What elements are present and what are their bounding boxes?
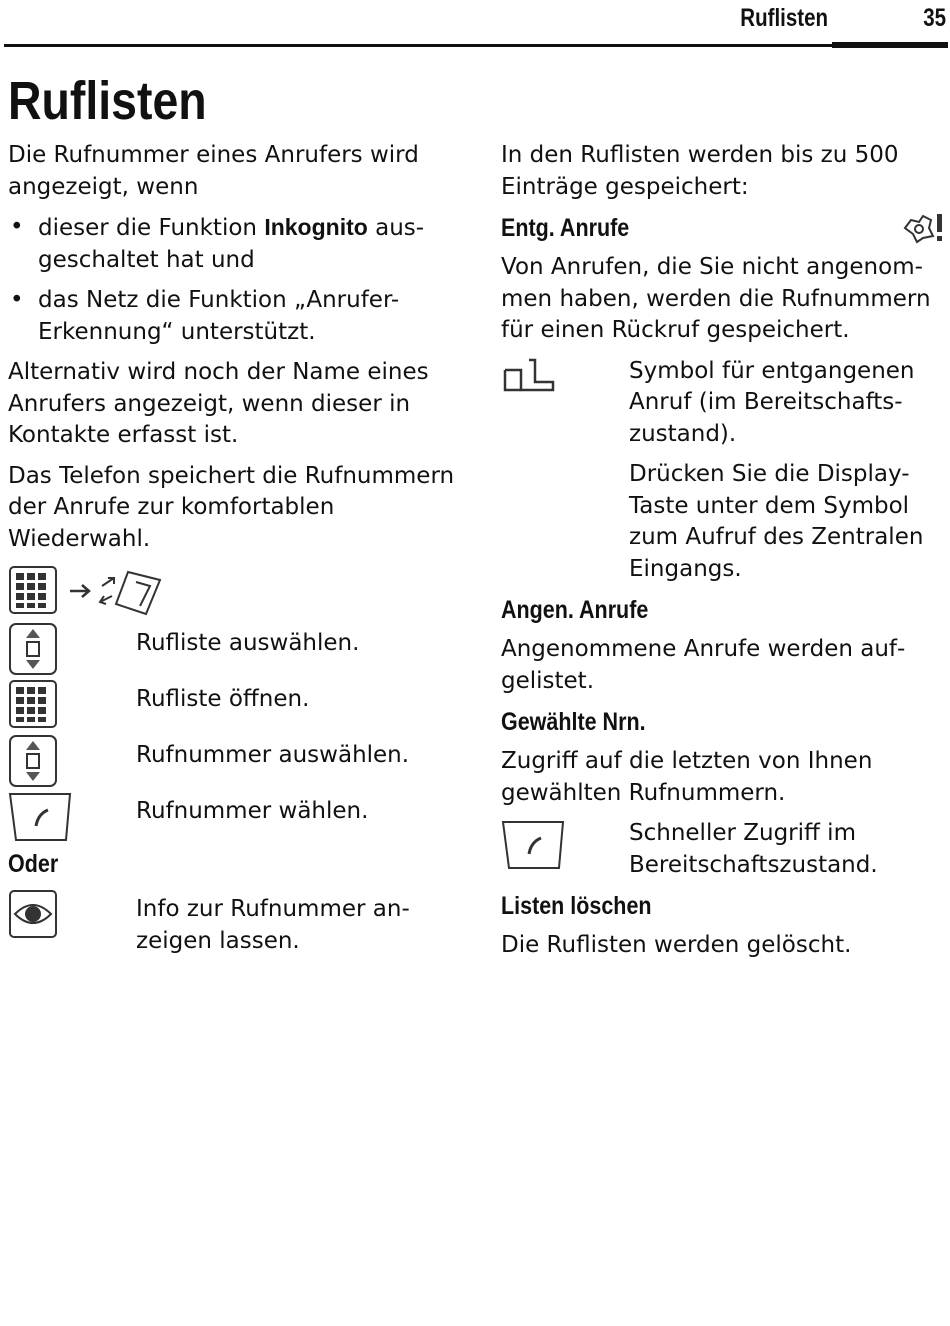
step-open-list <box>8 678 463 734</box>
running-header-title: Ruflisten <box>740 4 828 32</box>
intro-text: Die Rufnummer eines Anrufers wird angezeigt, wenn <box>8 142 419 200</box>
navigation-key-icon <box>8 734 60 788</box>
bullet-dot: • <box>10 214 24 240</box>
missed-call-symbol-icon <box>501 356 557 396</box>
section-text: Von Anrufen, die Sie nicht angenommen haben, werden die Rufnummern für einen Rückruf gespeichert. <box>501 254 931 343</box>
oder-label: Oder <box>8 850 59 878</box>
bullet-bold-term: Inkognito <box>264 214 368 240</box>
left-column <box>8 140 463 958</box>
bullet-dot: • <box>10 287 24 313</box>
section-missed <box>501 212 947 244</box>
section-text: Die Ruflisten werden gelöscht. <box>501 932 852 958</box>
bullet-item <box>8 212 463 276</box>
menu-key-icon <box>8 678 60 732</box>
eye-key-icon <box>8 888 60 942</box>
menu-path <box>8 564 463 622</box>
section-text: Angenommene Anrufe werden aufgelistet. <box>501 636 906 694</box>
quick-access-text: Schneller Zugriff im Bereitschaftszustand. <box>629 820 878 878</box>
right-column <box>501 140 947 971</box>
step-text: Rufnummer auswählen. <box>136 742 410 768</box>
display-key-text: Drücken Sie die Display-Taste unter dem Symbol zum Aufruf des Zentralen Eingangs. <box>629 461 924 582</box>
header-rule <box>4 44 948 47</box>
step-dial-number <box>8 790 463 846</box>
bullet-text: ausgeschaltet hat und <box>38 215 425 273</box>
bullet-text: das Netz die Funktion „Anrufer-Erkennung“ unterstützt. <box>38 287 400 345</box>
section-heading: Entg. Anrufe <box>501 214 630 242</box>
call-key-icon <box>501 818 565 872</box>
header-rule-tab <box>832 42 948 48</box>
menu-path-icon <box>8 564 168 618</box>
page-title: Ruflisten <box>8 71 207 131</box>
paragraph-storage: Das Telefon speichert die Rufnummern der Anrufe zur komfortablen Wiederwahl. <box>8 462 455 552</box>
intro-text: In den Ruflisten werden bis zu 500 Einträge gespeichert: <box>501 142 899 200</box>
step-text: Rufliste auswählen. <box>136 630 360 656</box>
step-select-list <box>8 622 463 678</box>
call-key-icon <box>8 790 72 844</box>
section-heading: Angen. Anrufe <box>501 596 649 624</box>
navigation-key-icon <box>8 622 60 676</box>
bullet-text: dieser die Funktion <box>38 215 265 241</box>
missed-symbol-entry <box>501 356 947 586</box>
missed-call-alert-icon <box>901 210 947 246</box>
step-select-number <box>8 734 463 790</box>
quick-access-entry <box>501 818 947 881</box>
section-text: Zugriff auf die letzten von Ihnen gewählten Rufnummern. <box>501 748 873 806</box>
step-text: Info zur Rufnummer anzeigen lassen. <box>136 896 410 954</box>
step-info <box>8 888 463 958</box>
bullet-item <box>8 285 463 348</box>
paragraph-name-display: Alternativ wird noch der Name eines Anrufers angezeigt, wenn dieser in Kontakte erfasst ist. <box>8 359 429 448</box>
page-number: 35 <box>923 4 946 32</box>
missed-symbol-text: Symbol für entgangenen Anruf (im Bereitschaftszustand). <box>629 357 915 447</box>
step-text: Rufnummer wählen. <box>136 798 369 824</box>
section-heading: Gewählte Nrn. <box>501 708 646 736</box>
section-heading: Listen löschen <box>501 892 652 920</box>
step-text: Rufliste öffnen. <box>136 686 310 712</box>
